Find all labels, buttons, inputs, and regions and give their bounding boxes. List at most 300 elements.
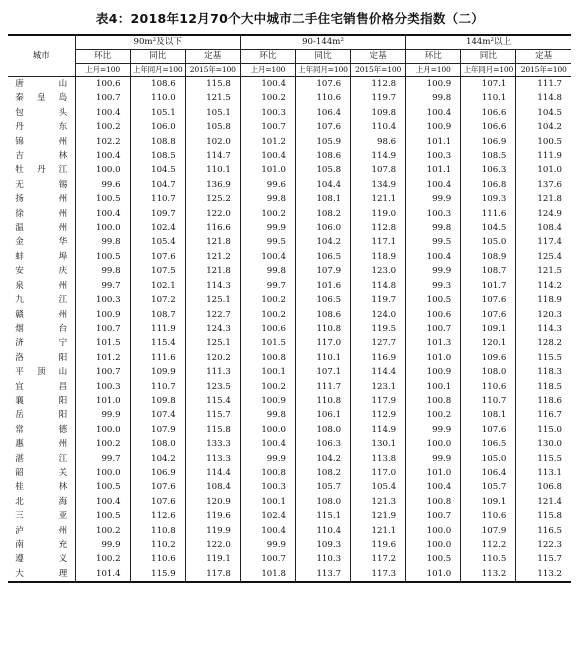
index-value-cell: 100.2 bbox=[240, 91, 295, 105]
table-row bbox=[8, 336, 571, 350]
city-name: 烟台 bbox=[15, 323, 68, 334]
base-label-mom: 上月=100 bbox=[406, 64, 461, 77]
table-row bbox=[8, 235, 571, 249]
city-name: 北海 bbox=[15, 496, 68, 507]
index-value-cell: 108.4 bbox=[185, 480, 240, 494]
index-value-cell: 108.0 bbox=[130, 437, 185, 451]
index-value-cell: 100.1 bbox=[240, 365, 295, 379]
index-value-cell: 109.8 bbox=[130, 394, 185, 408]
index-value-cell: 110.4 bbox=[295, 524, 350, 538]
index-value-cell: 100.0 bbox=[406, 437, 461, 451]
index-value-cell: 100.4 bbox=[240, 149, 295, 163]
index-value-cell: 98.6 bbox=[351, 135, 406, 149]
base-label-yoy: 上年同月=100 bbox=[461, 64, 516, 77]
city-cell bbox=[8, 106, 75, 120]
index-value-cell: 100.3 bbox=[240, 480, 295, 494]
index-value-cell: 100.4 bbox=[406, 250, 461, 264]
index-value-cell: 102.4 bbox=[240, 509, 295, 523]
index-value-cell: 121.8 bbox=[516, 192, 571, 206]
index-value-cell: 125.1 bbox=[185, 293, 240, 307]
city-name: 襄阳 bbox=[15, 395, 68, 406]
index-value-cell: 106.4 bbox=[295, 106, 350, 120]
index-value-cell: 121.1 bbox=[351, 524, 406, 538]
index-value-cell: 99.9 bbox=[406, 423, 461, 437]
table-row bbox=[8, 524, 571, 538]
index-value-cell: 110.1 bbox=[295, 351, 350, 365]
index-value-cell: 99.8 bbox=[406, 221, 461, 235]
table-row bbox=[8, 293, 571, 307]
mom-header: 环比 bbox=[240, 50, 295, 64]
index-value-cell: 112.8 bbox=[351, 221, 406, 235]
index-value-cell: 100.2 bbox=[75, 120, 130, 134]
index-value-cell: 110.4 bbox=[351, 120, 406, 134]
index-value-cell: 99.8 bbox=[240, 408, 295, 422]
index-value-cell: 111.9 bbox=[516, 149, 571, 163]
index-value-cell: 122.3 bbox=[516, 538, 571, 552]
index-value-cell: 110.1 bbox=[461, 91, 516, 105]
index-value-cell: 121.3 bbox=[351, 495, 406, 509]
city-name: 金华 bbox=[15, 237, 68, 248]
index-value-cell: 100.4 bbox=[240, 524, 295, 538]
index-value-cell: 120.1 bbox=[461, 336, 516, 350]
city-cell bbox=[8, 207, 75, 221]
table-row bbox=[8, 279, 571, 293]
index-value-cell: 110.6 bbox=[130, 552, 185, 566]
city-cell bbox=[8, 149, 75, 163]
index-value-cell: 123.5 bbox=[185, 380, 240, 394]
table-row bbox=[8, 423, 571, 437]
index-value-cell: 106.1 bbox=[295, 408, 350, 422]
index-value-cell: 119.5 bbox=[351, 322, 406, 336]
index-value-cell: 118.9 bbox=[351, 250, 406, 264]
city-cell bbox=[8, 91, 75, 105]
index-value-cell: 100.4 bbox=[240, 77, 295, 92]
index-value-cell: 113.1 bbox=[516, 466, 571, 480]
fixed-base-header: 定基 bbox=[516, 50, 571, 64]
city-name: 遵义 bbox=[15, 554, 68, 565]
index-value-cell: 106.9 bbox=[130, 466, 185, 480]
index-value-cell: 117.2 bbox=[351, 552, 406, 566]
index-value-cell: 122.0 bbox=[185, 207, 240, 221]
city-cell bbox=[8, 178, 75, 192]
city-cell bbox=[8, 120, 75, 134]
table-row bbox=[8, 351, 571, 365]
index-value-cell: 115.1 bbox=[295, 509, 350, 523]
index-value-cell: 106.3 bbox=[461, 163, 516, 177]
index-value-cell: 100.0 bbox=[75, 221, 130, 235]
index-value-cell: 104.4 bbox=[295, 178, 350, 192]
index-value-cell: 110.8 bbox=[295, 322, 350, 336]
index-value-cell: 99.8 bbox=[240, 192, 295, 206]
index-value-cell: 117.1 bbox=[351, 235, 406, 249]
index-value-cell: 100.5 bbox=[516, 135, 571, 149]
table-row bbox=[8, 120, 571, 134]
index-value-cell: 100.4 bbox=[75, 149, 130, 163]
index-value-cell: 110.7 bbox=[130, 192, 185, 206]
table-row bbox=[8, 567, 571, 582]
index-value-cell: 107.1 bbox=[461, 77, 516, 92]
index-value-cell: 100.4 bbox=[240, 437, 295, 451]
table-row bbox=[8, 178, 571, 192]
table-row bbox=[8, 250, 571, 264]
city-name: 岳阳 bbox=[15, 410, 68, 421]
index-value-cell: 110.7 bbox=[461, 394, 516, 408]
index-value-cell: 100.4 bbox=[75, 106, 130, 120]
city-name: 蚌埠 bbox=[15, 251, 68, 262]
index-value-cell: 101.2 bbox=[75, 351, 130, 365]
index-value-cell: 122.0 bbox=[185, 538, 240, 552]
city-cell bbox=[8, 351, 75, 365]
index-value-cell: 99.8 bbox=[75, 264, 130, 278]
city-cell bbox=[8, 264, 75, 278]
index-value-cell: 117.9 bbox=[351, 394, 406, 408]
city-cell bbox=[8, 235, 75, 249]
city-cell bbox=[8, 77, 75, 92]
index-value-cell: 110.6 bbox=[295, 91, 350, 105]
city-name: 丹东 bbox=[15, 122, 68, 133]
index-value-cell: 115.7 bbox=[516, 552, 571, 566]
index-value-cell: 119.0 bbox=[351, 207, 406, 221]
index-value-cell: 107.6 bbox=[295, 120, 350, 134]
index-value-cell: 100.3 bbox=[406, 207, 461, 221]
index-value-cell: 121.5 bbox=[185, 91, 240, 105]
table-row bbox=[8, 452, 571, 466]
index-value-cell: 99.8 bbox=[406, 91, 461, 105]
city-cell bbox=[8, 380, 75, 394]
index-value-cell: 121.8 bbox=[185, 264, 240, 278]
index-value-cell: 108.6 bbox=[295, 149, 350, 163]
city-cell bbox=[8, 308, 75, 322]
index-value-cell: 100.2 bbox=[75, 524, 130, 538]
table-row bbox=[8, 538, 571, 552]
index-value-cell: 113.2 bbox=[461, 567, 516, 582]
base-label-fixed: 2015年=100 bbox=[185, 64, 240, 77]
city-name: 泉州 bbox=[15, 280, 68, 291]
index-value-cell: 114.4 bbox=[351, 365, 406, 379]
price-index-table bbox=[8, 34, 571, 583]
index-value-cell: 114.8 bbox=[516, 91, 571, 105]
index-value-cell: 108.2 bbox=[295, 207, 350, 221]
index-value-cell: 119.9 bbox=[185, 524, 240, 538]
index-value-cell: 123.1 bbox=[351, 380, 406, 394]
index-value-cell: 100.6 bbox=[75, 77, 130, 92]
index-value-cell: 118.5 bbox=[516, 380, 571, 394]
index-value-cell: 111.9 bbox=[130, 322, 185, 336]
index-value-cell: 109.1 bbox=[461, 322, 516, 336]
city-name: 唐山 bbox=[15, 79, 68, 89]
index-value-cell: 109.1 bbox=[461, 495, 516, 509]
index-value-cell: 99.5 bbox=[240, 235, 295, 249]
city-name: 济宁 bbox=[15, 338, 68, 349]
index-value-cell: 100.3 bbox=[75, 380, 130, 394]
city-cell bbox=[8, 408, 75, 422]
index-value-cell: 124.0 bbox=[351, 308, 406, 322]
index-value-cell: 102.4 bbox=[130, 221, 185, 235]
index-value-cell: 108.0 bbox=[461, 365, 516, 379]
index-value-cell: 100.4 bbox=[75, 495, 130, 509]
index-value-cell: 114.3 bbox=[185, 279, 240, 293]
index-value-cell: 120.2 bbox=[185, 351, 240, 365]
index-value-cell: 100.9 bbox=[406, 365, 461, 379]
index-value-cell: 99.6 bbox=[75, 178, 130, 192]
index-value-cell: 100.7 bbox=[240, 120, 295, 134]
index-value-cell: 115.7 bbox=[185, 408, 240, 422]
index-value-cell: 105.1 bbox=[185, 106, 240, 120]
city-cell bbox=[8, 293, 75, 307]
index-value-cell: 121.5 bbox=[516, 264, 571, 278]
index-value-cell: 113.3 bbox=[185, 452, 240, 466]
city-cell bbox=[8, 452, 75, 466]
index-value-cell: 117.0 bbox=[295, 336, 350, 350]
index-value-cell: 101.5 bbox=[240, 336, 295, 350]
table-row bbox=[8, 207, 571, 221]
index-value-cell: 100.5 bbox=[75, 192, 130, 206]
index-value-cell: 100.0 bbox=[75, 423, 130, 437]
index-value-cell: 119.1 bbox=[185, 552, 240, 566]
index-value-cell: 118.9 bbox=[516, 293, 571, 307]
index-value-cell: 130.1 bbox=[351, 437, 406, 451]
city-name: 常德 bbox=[15, 424, 68, 435]
index-value-cell: 115.8 bbox=[516, 509, 571, 523]
index-value-cell: 108.1 bbox=[295, 192, 350, 206]
index-value-cell: 100.2 bbox=[406, 408, 461, 422]
base-label-mom: 上月=100 bbox=[240, 64, 295, 77]
index-value-cell: 111.6 bbox=[461, 207, 516, 221]
city-cell bbox=[8, 221, 75, 235]
index-value-cell: 108.4 bbox=[516, 221, 571, 235]
table-row bbox=[8, 149, 571, 163]
index-value-cell: 100.8 bbox=[240, 351, 295, 365]
index-value-cell: 107.9 bbox=[130, 423, 185, 437]
index-value-cell: 100.2 bbox=[75, 552, 130, 566]
index-value-cell: 101.0 bbox=[406, 567, 461, 582]
index-value-cell: 111.3 bbox=[185, 365, 240, 379]
index-value-cell: 115.4 bbox=[185, 394, 240, 408]
base-label-yoy: 上年同月=100 bbox=[130, 64, 185, 77]
index-value-cell: 110.6 bbox=[461, 380, 516, 394]
yoy-header: 同比 bbox=[130, 50, 185, 64]
index-value-cell: 115.5 bbox=[516, 452, 571, 466]
index-value-cell: 100.5 bbox=[406, 552, 461, 566]
index-value-cell: 99.9 bbox=[240, 452, 295, 466]
index-value-cell: 118.6 bbox=[516, 394, 571, 408]
index-value-cell: 136.9 bbox=[185, 178, 240, 192]
index-value-cell: 108.7 bbox=[461, 264, 516, 278]
index-value-cell: 124.3 bbox=[185, 322, 240, 336]
index-value-cell: 101.2 bbox=[240, 135, 295, 149]
index-value-cell: 108.0 bbox=[295, 495, 350, 509]
index-value-cell: 110.8 bbox=[295, 394, 350, 408]
index-value-cell: 105.8 bbox=[295, 163, 350, 177]
index-value-cell: 121.9 bbox=[351, 509, 406, 523]
table-title: 表4：2018年12月70个大中城市二手住宅销售价格分类指数（二） bbox=[95, 11, 485, 26]
index-value-cell: 109.6 bbox=[461, 351, 516, 365]
index-value-cell: 114.4 bbox=[185, 466, 240, 480]
index-value-cell: 110.3 bbox=[295, 552, 350, 566]
index-value-cell: 100.2 bbox=[75, 437, 130, 451]
index-value-cell: 100.1 bbox=[240, 495, 295, 509]
city-name: 锦州 bbox=[15, 136, 68, 147]
table-row bbox=[8, 495, 571, 509]
city-cell bbox=[8, 437, 75, 451]
index-value-cell: 110.6 bbox=[461, 509, 516, 523]
index-value-cell: 114.9 bbox=[351, 423, 406, 437]
index-value-cell: 115.0 bbox=[516, 423, 571, 437]
index-value-cell: 112.8 bbox=[351, 77, 406, 92]
index-value-cell: 109.8 bbox=[351, 106, 406, 120]
city-cell bbox=[8, 552, 75, 566]
index-value-cell: 102.2 bbox=[75, 135, 130, 149]
city-name: 吉林 bbox=[15, 151, 68, 162]
mom-header: 环比 bbox=[406, 50, 461, 64]
city-name: 包头 bbox=[15, 107, 68, 118]
base-header-row bbox=[8, 64, 571, 77]
index-value-cell: 100.1 bbox=[406, 380, 461, 394]
index-value-cell: 107.6 bbox=[130, 480, 185, 494]
index-value-cell: 107.6 bbox=[461, 308, 516, 322]
index-value-cell: 101.7 bbox=[461, 279, 516, 293]
city-name: 九江 bbox=[15, 295, 68, 306]
index-value-cell: 100.4 bbox=[240, 250, 295, 264]
table-row bbox=[8, 437, 571, 451]
city-name: 赣州 bbox=[15, 309, 68, 320]
index-value-cell: 108.6 bbox=[130, 77, 185, 92]
index-value-cell: 107.9 bbox=[295, 264, 350, 278]
city-name: 南充 bbox=[15, 540, 68, 550]
index-value-cell: 105.4 bbox=[351, 480, 406, 494]
index-value-cell: 100.2 bbox=[240, 293, 295, 307]
index-value-cell: 100.6 bbox=[406, 308, 461, 322]
index-value-cell: 99.7 bbox=[240, 279, 295, 293]
index-value-cell: 99.9 bbox=[75, 408, 130, 422]
index-value-cell: 101.0 bbox=[240, 163, 295, 177]
index-value-cell: 106.0 bbox=[295, 221, 350, 235]
city-name: 泸州 bbox=[15, 525, 68, 536]
index-value-cell: 101.3 bbox=[406, 336, 461, 350]
table-row bbox=[8, 192, 571, 206]
city-cell bbox=[8, 423, 75, 437]
index-value-cell: 133.3 bbox=[185, 437, 240, 451]
city-cell bbox=[8, 480, 75, 494]
index-value-cell: 116.5 bbox=[516, 524, 571, 538]
index-value-cell: 99.9 bbox=[240, 221, 295, 235]
index-value-cell: 100.7 bbox=[75, 91, 130, 105]
index-value-cell: 106.6 bbox=[461, 106, 516, 120]
index-value-cell: 114.8 bbox=[351, 279, 406, 293]
index-value-cell: 100.9 bbox=[406, 120, 461, 134]
index-value-cell: 123.0 bbox=[351, 264, 406, 278]
index-value-cell: 117.8 bbox=[185, 567, 240, 582]
city-cell bbox=[8, 394, 75, 408]
index-value-cell: 105.8 bbox=[185, 120, 240, 134]
table-row bbox=[8, 380, 571, 394]
index-value-cell: 101.6 bbox=[295, 279, 350, 293]
index-value-cell: 100.7 bbox=[406, 509, 461, 523]
index-value-cell: 104.2 bbox=[295, 235, 350, 249]
index-value-cell: 100.3 bbox=[406, 149, 461, 163]
index-value-cell: 106.4 bbox=[461, 466, 516, 480]
city-cell bbox=[8, 509, 75, 523]
index-value-cell: 100.3 bbox=[240, 106, 295, 120]
city-name: 秦皇岛 bbox=[15, 93, 68, 104]
index-value-cell: 110.2 bbox=[130, 538, 185, 552]
index-value-cell: 107.6 bbox=[295, 77, 350, 92]
table-row bbox=[8, 264, 571, 278]
city-cell bbox=[8, 163, 75, 177]
city-cell bbox=[8, 466, 75, 480]
city-cell bbox=[8, 495, 75, 509]
index-value-cell: 104.2 bbox=[130, 452, 185, 466]
index-value-cell: 99.7 bbox=[75, 452, 130, 466]
index-value-cell: 107.6 bbox=[130, 250, 185, 264]
index-value-cell: 100.4 bbox=[75, 207, 130, 221]
index-value-cell: 100.8 bbox=[240, 466, 295, 480]
index-value-cell: 100.5 bbox=[75, 250, 130, 264]
index-value-cell: 100.5 bbox=[75, 509, 130, 523]
city-name: 惠州 bbox=[15, 439, 68, 450]
index-value-cell: 101.1 bbox=[406, 163, 461, 177]
table-row bbox=[8, 466, 571, 480]
city-name: 桂林 bbox=[15, 482, 68, 493]
index-value-cell: 130.0 bbox=[516, 437, 571, 451]
index-value-cell: 125.1 bbox=[185, 336, 240, 350]
index-value-cell: 100.9 bbox=[406, 77, 461, 92]
index-value-cell: 105.1 bbox=[130, 106, 185, 120]
index-value-cell: 100.9 bbox=[240, 394, 295, 408]
city-name: 平顶山 bbox=[15, 367, 68, 378]
fixed-base-header: 定基 bbox=[185, 50, 240, 64]
table-row bbox=[8, 135, 571, 149]
city-name: 洛阳 bbox=[15, 352, 68, 363]
fixed-base-header: 定基 bbox=[351, 50, 406, 64]
index-value-cell: 99.9 bbox=[406, 452, 461, 466]
index-value-cell: 104.2 bbox=[295, 452, 350, 466]
table-row bbox=[8, 408, 571, 422]
index-value-cell: 125.4 bbox=[516, 250, 571, 264]
group-header-large: 144m²以上 bbox=[406, 35, 571, 50]
index-value-cell: 111.6 bbox=[130, 351, 185, 365]
table-row bbox=[8, 322, 571, 336]
index-value-cell: 107.4 bbox=[130, 408, 185, 422]
index-value-cell: 104.7 bbox=[130, 178, 185, 192]
city-cell bbox=[8, 365, 75, 379]
index-value-cell: 121.1 bbox=[351, 192, 406, 206]
index-value-cell: 108.1 bbox=[461, 408, 516, 422]
index-value-cell: 115.5 bbox=[516, 351, 571, 365]
table-row bbox=[8, 221, 571, 235]
base-label-fixed: 2015年=100 bbox=[351, 64, 406, 77]
index-value-cell: 114.2 bbox=[516, 279, 571, 293]
index-value-cell: 109.3 bbox=[461, 192, 516, 206]
index-value-cell: 101.0 bbox=[75, 394, 130, 408]
city-cell bbox=[8, 250, 75, 264]
city-cell bbox=[8, 192, 75, 206]
table-body bbox=[8, 77, 571, 583]
index-value-cell: 99.5 bbox=[406, 235, 461, 249]
city-cell bbox=[8, 567, 75, 582]
index-value-cell: 100.5 bbox=[75, 480, 130, 494]
index-value-cell: 121.4 bbox=[516, 495, 571, 509]
index-value-cell: 100.9 bbox=[75, 308, 130, 322]
table-row bbox=[8, 308, 571, 322]
table-row bbox=[8, 509, 571, 523]
index-value-cell: 114.3 bbox=[516, 322, 571, 336]
index-value-cell: 106.6 bbox=[461, 120, 516, 134]
index-value-cell: 101.1 bbox=[406, 135, 461, 149]
index-value-cell: 119.7 bbox=[351, 293, 406, 307]
index-value-cell: 128.2 bbox=[516, 336, 571, 350]
index-value-cell: 101.0 bbox=[516, 163, 571, 177]
